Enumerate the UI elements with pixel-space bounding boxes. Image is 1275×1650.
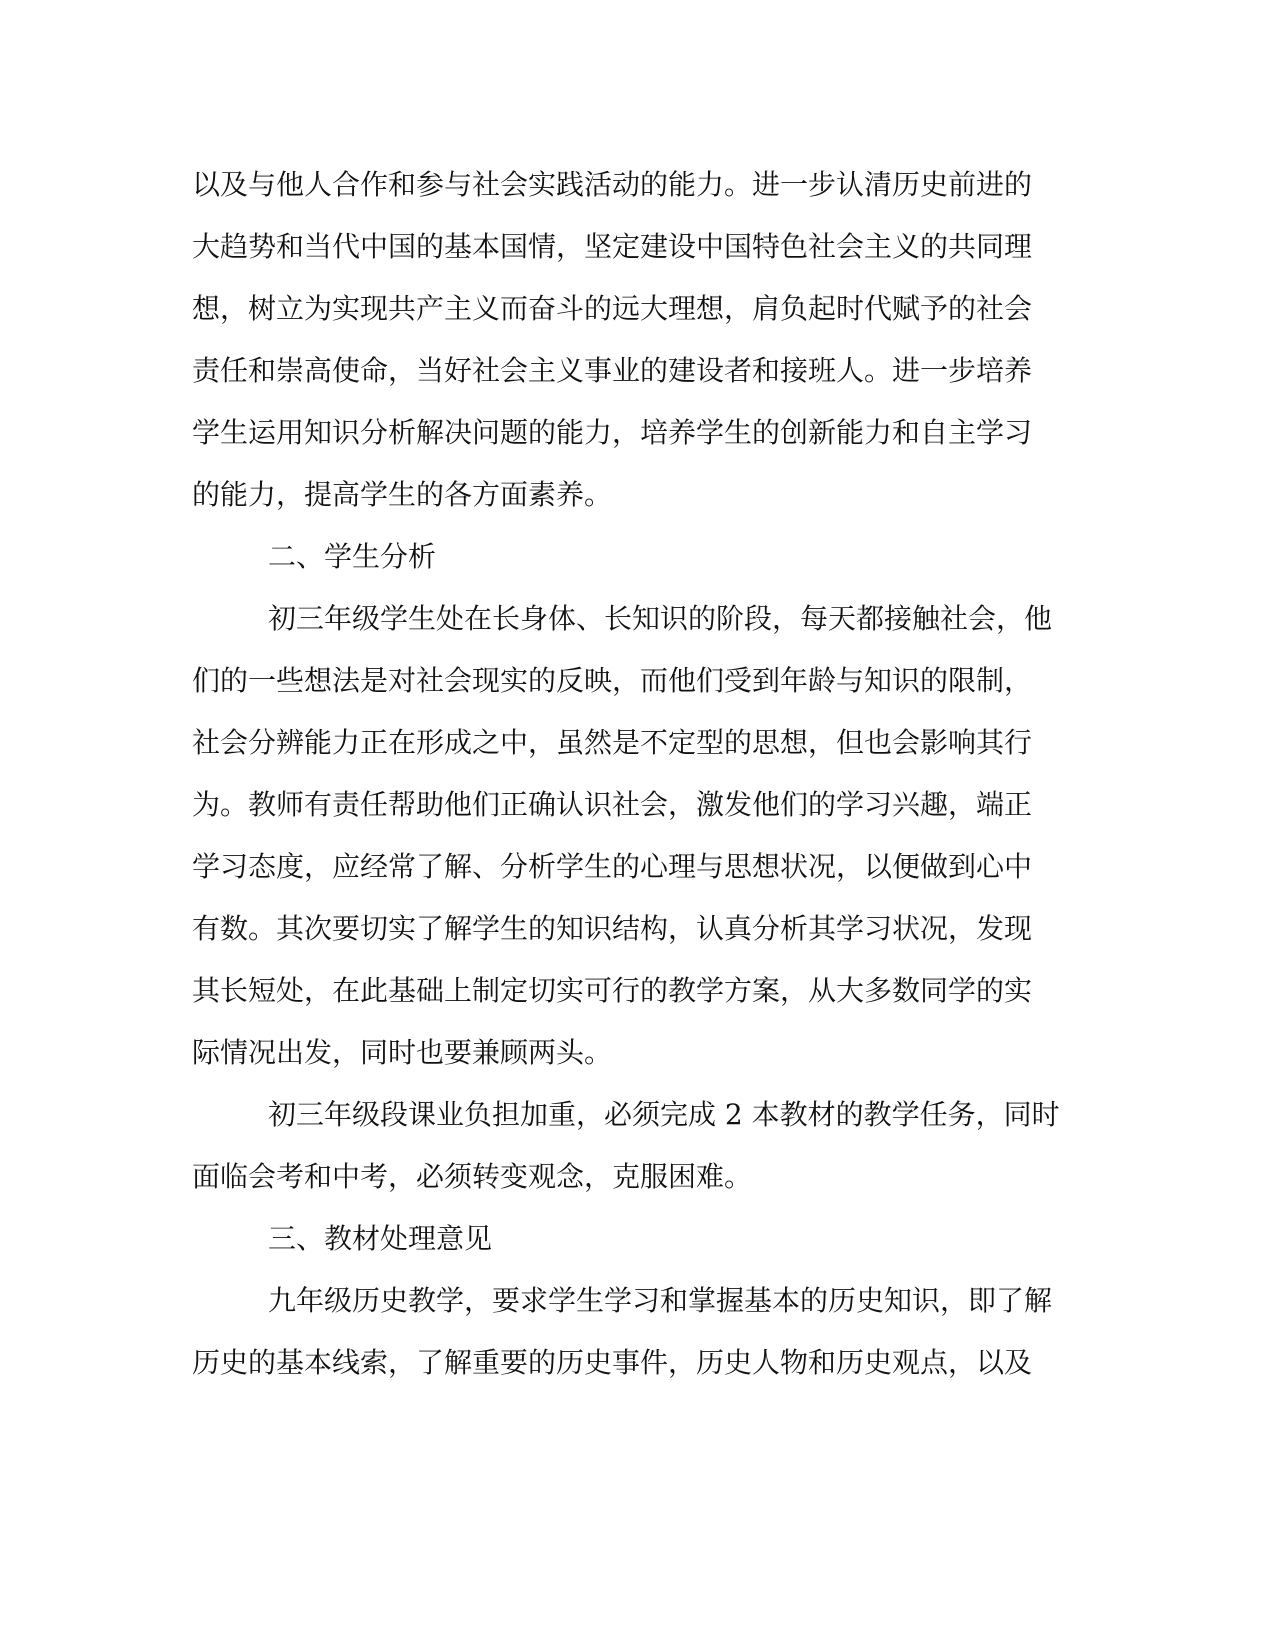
paragraph-line: 九年级历史教学，要求学生学习和掌握基本的历史知识，即了解 — [268, 1284, 1053, 1317]
paragraph-line: 大趋势和当代中国的基本国情，坚定建设中国特色社会主义的共同理 — [192, 230, 1033, 263]
paragraph-line: 初三年级学生处在长身体、长知识的阶段，每天都接触社会，他 — [268, 602, 1053, 635]
paragraph-line: 学习态度，应经常了解、分析学生的心理与思想状况，以便做到心中 — [192, 850, 1033, 883]
paragraph-line: 以及与他人合作和参与社会实践活动的能力。进一步认清历史前进的 — [192, 168, 1033, 201]
paragraph-line: 们的一些想法是对社会现实的反映，而他们受到年龄与知识的限制， — [192, 664, 1033, 697]
paragraph-line: 责任和崇高使命，当好社会主义事业的建设者和接班人。进一步培养 — [192, 354, 1033, 387]
paragraph-line: 其长短处，在此基础上制定切实可行的教学方案，从大多数同学的实 — [192, 974, 1033, 1007]
paragraph-line: 社会分辨能力正在形成之中，虽然是不定型的思想，但也会影响其行 — [192, 726, 1033, 759]
paragraph-line: 的能力，提高学生的各方面素养。 — [192, 478, 613, 511]
paragraph-line: 学生运用知识分析解决问题的能力，培养学生的创新能力和自主学习 — [192, 416, 1033, 449]
section-heading: 三、教材处理意见 — [268, 1222, 493, 1255]
paragraph-line: 历史的基本线索，了解重要的历史事件，历史人物和历史观点，以及 — [192, 1346, 1033, 1379]
paragraph-line: 想，树立为实现共产主义而奋斗的远大理想，肩负起时代赋予的社会 — [192, 292, 1033, 325]
paragraph-line: 面临会考和中考，必须转变观念，克服困难。 — [192, 1160, 753, 1193]
paragraph-line: 际情况出发，同时也要兼顾两头。 — [192, 1036, 613, 1069]
paragraph-line: 为。教师有责任帮助他们正确认识社会，激发他们的学习兴趣，端正 — [192, 788, 1033, 821]
paragraph-line: 初三年级段课业负担加重，必须完成 2 本教材的教学任务，同时 — [268, 1098, 1060, 1131]
paragraph-line: 有数。其次要切实了解学生的知识结构，认真分析其学习状况，发现 — [192, 912, 1033, 945]
section-heading: 二、学生分析 — [268, 540, 437, 573]
